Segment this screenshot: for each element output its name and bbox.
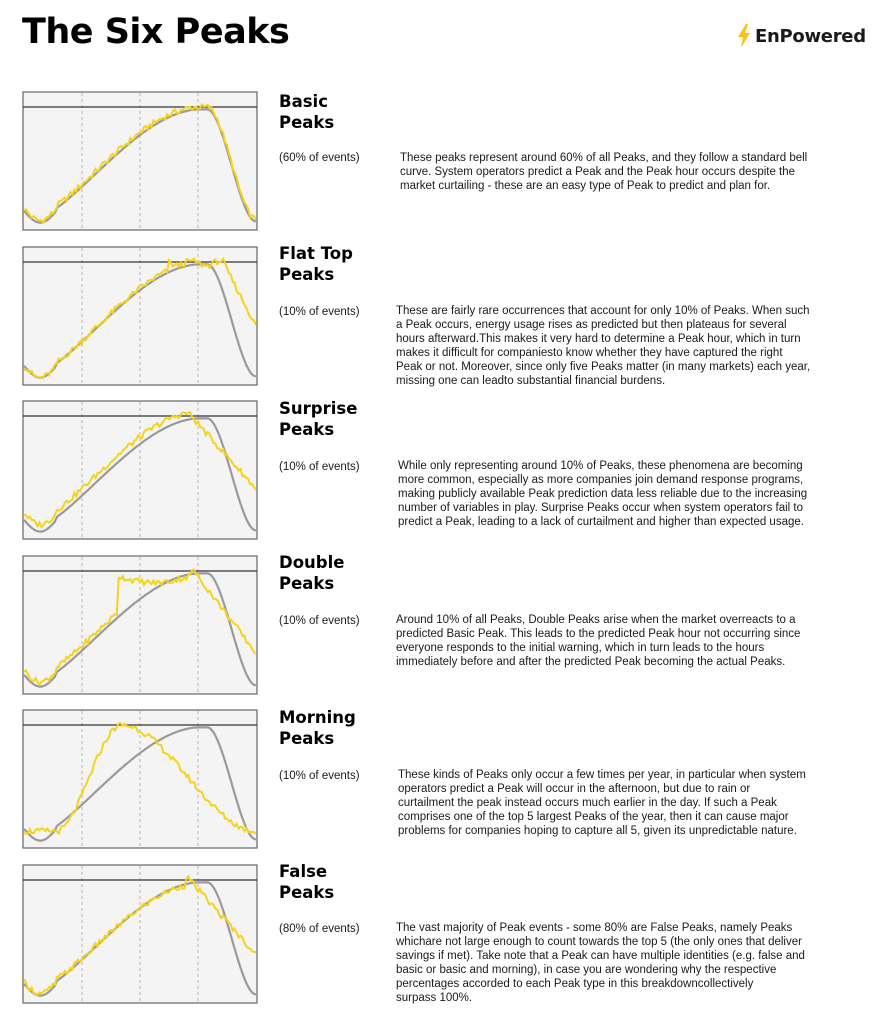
brand-name: EnPowered — [755, 25, 866, 47]
peak-title — [279, 398, 409, 440]
peak-chart-svg — [22, 400, 258, 540]
peak-title-line: Basic — [279, 92, 328, 111]
description-line: missing one can leadto substantial financial burdens. — [396, 374, 666, 387]
peak-chart — [22, 709, 258, 849]
peak-percentage: (80% of events) — [279, 923, 360, 935]
peak-section-flat-top — [0, 246, 889, 396]
peak-section-surprise — [0, 400, 889, 550]
peak-chart-svg — [22, 709, 258, 849]
peak-section-morning — [0, 709, 889, 859]
peak-title-line: Peaks — [279, 265, 335, 284]
description-line: Around 10% of all Peaks, Double Peaks arise when the market overreacts to a — [396, 614, 796, 626]
peak-percentage: (10% of events) — [279, 461, 360, 473]
peak-title — [279, 707, 409, 749]
peak-chart-svg — [22, 864, 258, 1004]
peak-chart — [22, 555, 258, 695]
peak-title-line: Peaks — [279, 574, 335, 593]
description-line: hours afterward.This makes it very hard to determine a Peak hour, which in turn — [396, 332, 801, 345]
peak-title-line: Double — [279, 553, 345, 572]
lightning-bolt-icon — [737, 24, 751, 48]
peak-section-false — [0, 864, 889, 1014]
peak-description — [396, 922, 805, 1005]
description-line: Peak or not. Moreover, since only five Peaks matter (in many markets) each year, — [396, 360, 811, 373]
description-line: makes it difficult for companiesto know whether they have captured the right — [396, 346, 783, 359]
peak-percentage: (10% of events) — [279, 306, 360, 318]
peak-description — [400, 152, 807, 194]
peak-description — [398, 769, 806, 839]
peak-title-line: Surprise — [279, 399, 358, 418]
description-line: everyone responds to the initial warning, which in turn leads to the hours — [396, 641, 765, 654]
brand-logo — [737, 24, 866, 48]
description-line: a Peak occurs, energy usage rises as predicted but then plateaus for several — [396, 318, 787, 331]
peak-section-basic — [0, 91, 889, 241]
description-line: number of variables in play. Surprise Peaks occur when system operators fail to — [398, 501, 804, 514]
peak-title-line: Morning — [279, 708, 356, 727]
peak-title-line: Peaks — [279, 113, 335, 132]
peak-title — [279, 243, 409, 285]
peak-chart — [22, 400, 258, 540]
peak-title-line: Peaks — [279, 883, 335, 902]
description-line: comprises one of the top 5 largest Peaks of the year, then it can cause major — [398, 810, 789, 823]
peak-chart-svg — [22, 246, 258, 386]
peak-section-double — [0, 555, 889, 705]
peak-description — [396, 305, 810, 388]
peak-title — [279, 861, 409, 903]
description-line: making publicly available Peak prediction data less reliable due to the increasing — [398, 487, 808, 500]
description-line: While only representing around 10% of Peaks, these phenomena are becoming — [398, 460, 803, 472]
description-line: basic or basic and morning), in case you are wondering why the respective — [396, 963, 777, 976]
description-line: immediately before and after the predicted Peak becoming the actual Peaks. — [396, 655, 786, 668]
peak-chart — [22, 246, 258, 386]
description-line: operators predict a Peak will occur in the afternoon, but due to rain or — [398, 782, 751, 795]
description-line: percentages accorded to each Peak type in this breakdowncollectively — [396, 977, 754, 990]
description-line: The vast majority of Peak events - some 80% are False Peaks, namely Peaks — [396, 922, 793, 934]
peak-title-line: Peaks — [279, 729, 335, 748]
peak-title-line: Flat Top — [279, 244, 353, 263]
description-line: predict a Peak, leading to a lack of curtailment and higher than expected usage. — [398, 515, 804, 528]
description-line: These kinds of Peaks only occur a few times per year, in particular when system — [398, 769, 806, 781]
peak-description — [398, 460, 807, 530]
description-line: curve. System operators predict a Peak and the Peak hour occurs despite the — [400, 165, 796, 178]
peak-title-line: False — [279, 862, 328, 881]
description-line: market curtailing - these are an easy type of Peak to predict and plan for. — [400, 179, 771, 192]
peak-title — [279, 91, 409, 133]
description-line: curtailment the peak instead occurs much earlier in the day. If such a Peak — [398, 796, 777, 809]
peak-title — [279, 552, 409, 594]
peak-chart — [22, 864, 258, 1004]
description-line: predicted Basic Peak. This leads to the predicted Peak hour not occurring since — [396, 627, 801, 640]
description-line: These peaks represent around 60% of all Peaks, and they follow a standard bell — [400, 152, 808, 164]
peak-percentage: (60% of events) — [279, 152, 360, 164]
peak-chart-svg — [22, 91, 258, 231]
peak-percentage: (10% of events) — [279, 770, 360, 782]
description-line: whichare not large enough to count towards the top 5 (the only ones that deliver — [396, 935, 802, 948]
page-title: The Six Peaks — [22, 12, 290, 52]
description-line: savings if met). Take note that a Peak can have multiple identities (e.g. false and — [396, 949, 805, 962]
peak-chart — [22, 91, 258, 231]
peak-percentage: (10% of events) — [279, 615, 360, 627]
peak-title-line: Peaks — [279, 420, 335, 439]
description-line: These are fairly rare occurrences that account for only 10% of Peaks. When such — [396, 305, 810, 317]
peak-chart-svg — [22, 555, 258, 695]
description-line: more common, especially as more companies join demand response programs, — [398, 473, 804, 486]
description-line: problems for companies hoping to capture all 5, given its unpredictable nature. — [398, 824, 797, 837]
description-line: surpass 100%. — [396, 991, 473, 1004]
peak-description — [396, 614, 800, 670]
